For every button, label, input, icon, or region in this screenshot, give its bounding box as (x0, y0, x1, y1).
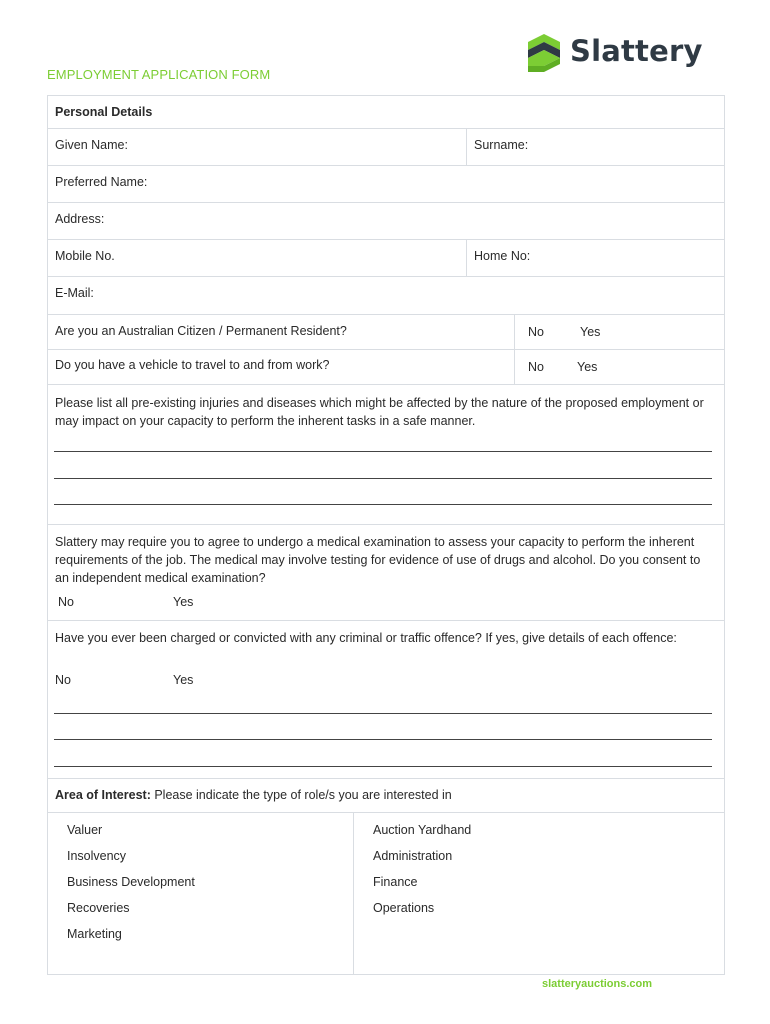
name-row (48, 129, 724, 166)
area-right-column (353, 813, 724, 974)
criminal-question: Have you ever been charged or convicted with any criminal or traffic offence? If yes, give details of each offence: (55, 631, 677, 645)
address-row (48, 203, 724, 240)
role-recoveries[interactable]: Recoveries (67, 901, 130, 915)
criminal-row (48, 621, 724, 779)
role-insolvency[interactable]: Insolvency (67, 849, 127, 863)
role-valuer[interactable]: Valuer (67, 823, 103, 837)
medical-row (48, 525, 724, 621)
slattery-logo (526, 32, 706, 76)
personal-details-heading: Personal Details (55, 105, 153, 119)
application-form (47, 95, 725, 975)
footer-website: slatteryauctions.com (542, 978, 653, 990)
mobile-field[interactable]: Mobile No. (55, 249, 115, 263)
criminal-no-option[interactable]: No (55, 673, 71, 687)
logo-wordmark: Slattery (570, 34, 703, 68)
medical-yes-option[interactable]: Yes (173, 595, 194, 609)
area-of-interest-options (48, 813, 724, 974)
area-of-interest-heading-row (48, 779, 724, 813)
email-field[interactable]: E-Mail: (55, 286, 94, 300)
citizen-no-option[interactable]: No (528, 325, 544, 339)
criminal-answer-line-3[interactable] (54, 766, 712, 767)
surname-field[interactable]: Surname: (466, 129, 724, 165)
home-phone-field[interactable]: Home No: (466, 240, 724, 276)
area-left-column (48, 813, 353, 974)
citizen-yes-option[interactable]: Yes (580, 325, 601, 339)
preferred-name-row (48, 166, 724, 203)
role-operations[interactable]: Operations (373, 901, 435, 915)
injuries-answer-line-2[interactable] (54, 478, 712, 479)
vehicle-yes-option[interactable]: Yes (577, 360, 598, 374)
vehicle-row (48, 350, 724, 385)
medical-question: Slattery may require you to agree to undergo a medical examination to assess your capacity to perform the inherent requirements of the job. The medical may involve testing for evidence of use of drugs and alcohol. Do you consent to an independent medical examination? (55, 535, 701, 585)
medical-no-option[interactable]: No (58, 595, 74, 609)
given-name-field[interactable]: Given Name: (55, 138, 128, 152)
email-row (48, 277, 724, 315)
injuries-row (48, 385, 724, 525)
injuries-answer-line-3[interactable] (54, 504, 712, 505)
area-of-interest-instruction: Please indicate the type of role/s you are interested in (150, 788, 452, 802)
phone-row (48, 240, 724, 277)
citizen-options (514, 315, 724, 349)
area-of-interest-label: Area of Interest: (55, 788, 151, 802)
role-auction-yardhand[interactable]: Auction Yardhand (373, 823, 472, 837)
address-field[interactable]: Address: (55, 212, 105, 226)
area-of-interest-heading (48, 779, 724, 812)
role-finance[interactable]: Finance (373, 875, 418, 889)
injuries-answer-line-1[interactable] (54, 451, 712, 452)
preferred-name-field[interactable]: Preferred Name: (55, 175, 148, 189)
role-administration[interactable]: Administration (373, 849, 453, 863)
citizen-question: Are you an Australian Citizen / Permanent Resident? (55, 324, 347, 338)
vehicle-question: Do you have a vehicle to travel to and from work? (55, 358, 330, 372)
criminal-answer-line-2[interactable] (54, 739, 712, 740)
citizen-row (48, 315, 724, 350)
personal-details-heading-row (48, 96, 724, 129)
criminal-answer-line-1[interactable] (54, 713, 712, 714)
criminal-yes-option[interactable]: Yes (173, 673, 194, 687)
role-business-development[interactable]: Business Development (67, 875, 195, 889)
vehicle-options (514, 350, 724, 384)
role-marketing[interactable]: Marketing (67, 927, 122, 941)
vehicle-no-option[interactable]: No (528, 360, 544, 374)
form-title: EMPLOYMENT APPLICATION FORM (47, 67, 271, 82)
slattery-logo-icon (526, 32, 562, 74)
injuries-question: Please list all pre-existing injuries and diseases which might be affected by the nature of the proposed employment or may impact on your capacity to perform the inherent tasks in a safe manner. (55, 396, 704, 428)
